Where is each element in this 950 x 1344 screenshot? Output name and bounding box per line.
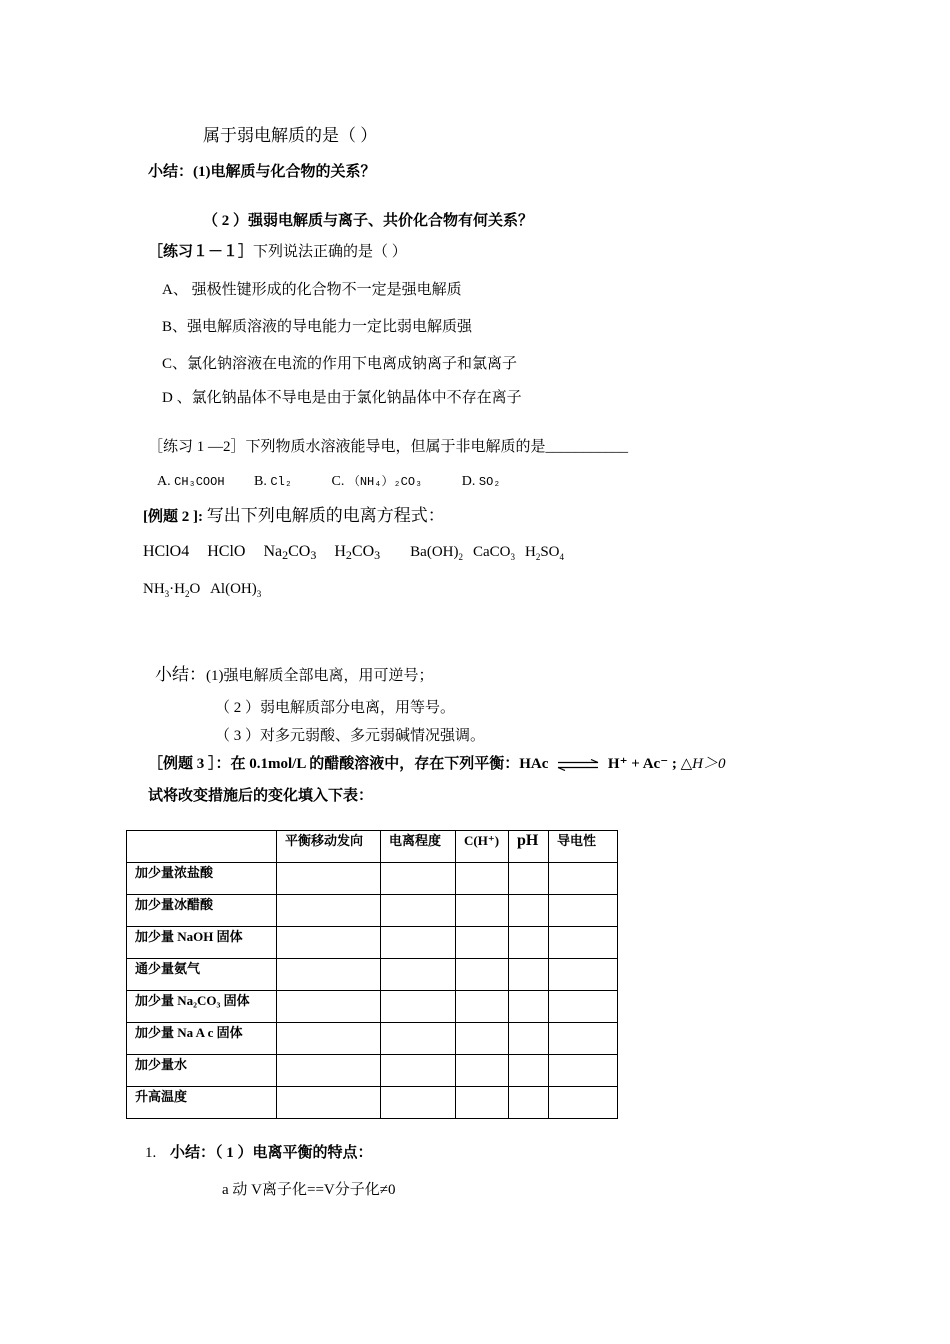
table-row bbox=[127, 1087, 618, 1119]
table-cell bbox=[277, 1087, 381, 1119]
table-row bbox=[127, 1023, 618, 1055]
example-2-formulas-row-1 bbox=[143, 542, 564, 562]
example-3-products: H⁺ + Ac⁻ ; bbox=[607, 756, 677, 772]
table-cell bbox=[456, 927, 509, 959]
row-label: 通少量氨气 bbox=[127, 959, 277, 991]
example-2-label: [例题 2 ]: bbox=[143, 509, 203, 525]
summary-b-label: 小结： bbox=[155, 665, 206, 684]
table-cell bbox=[549, 927, 618, 959]
table-cell bbox=[381, 1023, 456, 1055]
practice-1-option-c: C、氯化钠溶液在电流的作用下电离成钠离子和氯离子 bbox=[162, 356, 518, 372]
table-cell bbox=[277, 991, 381, 1023]
practice-2-opt-a-value: CH₃COOH bbox=[174, 475, 225, 489]
summary-b-line-2: （ 2 ）弱电解质部分电离，用等号。 bbox=[215, 700, 456, 716]
practice-2-question: ［练习 1 —2］下列物质水溶液能导电，但属于非电解质的是___________ bbox=[148, 439, 629, 455]
table-cell bbox=[549, 895, 618, 927]
table-cell bbox=[549, 1055, 618, 1087]
table-row bbox=[127, 959, 618, 991]
table-cell bbox=[381, 863, 456, 895]
equilibrium-table bbox=[126, 830, 618, 1119]
row-label: 升高温度 bbox=[127, 1087, 277, 1119]
summary-c-number: 1. bbox=[145, 1145, 157, 1161]
table-cell bbox=[381, 895, 456, 927]
table-cell bbox=[277, 895, 381, 927]
row-label: 加少量浓盐酸 bbox=[127, 863, 277, 895]
formula-hclo4: HClO4 bbox=[143, 543, 190, 560]
table-cell bbox=[549, 1087, 618, 1119]
example-3-delta-h: △H＞0 bbox=[680, 756, 726, 772]
table-header-row bbox=[127, 831, 618, 863]
formula-caco3: CaCO$_3$ bbox=[472, 544, 515, 562]
intro-question-line: 属于弱电解质的是（ ） bbox=[203, 126, 378, 145]
example-3-line-2: 试将改变措施后的变化填入下表： bbox=[148, 788, 374, 804]
table-cell bbox=[456, 863, 509, 895]
table-cell bbox=[456, 1023, 509, 1055]
practice-2-options bbox=[157, 472, 501, 492]
practice-2-opt-d-value: SO₂ bbox=[478, 475, 501, 489]
table-header-cell: 导电性 bbox=[549, 831, 618, 863]
table-row bbox=[127, 895, 618, 927]
row-label: 加少量 Na₂CO₃ 固体 bbox=[127, 991, 277, 1023]
table-row bbox=[127, 927, 618, 959]
table-cell bbox=[456, 959, 509, 991]
table-cell bbox=[277, 863, 381, 895]
row-label: 加少量 NaOH 固体 bbox=[127, 927, 277, 959]
table-header-cell: pH bbox=[509, 831, 549, 863]
table-row bbox=[127, 991, 618, 1023]
table-cell bbox=[549, 959, 618, 991]
practice-1-title: ［练习１－１］ bbox=[148, 244, 254, 260]
table-cell bbox=[277, 1023, 381, 1055]
table-cell bbox=[509, 1023, 549, 1055]
practice-1-question: 下列说法正确的是（ ） bbox=[253, 244, 407, 260]
table-cell bbox=[509, 927, 549, 959]
table-header-cell: C(H⁺) bbox=[456, 831, 509, 863]
example-3-line-1 bbox=[148, 754, 726, 774]
practice-1-option-d: D 、氯化钠晶体不导电是由于氯化钠晶体中不存在离子 bbox=[162, 390, 522, 406]
formula-h2so4: $H_2SO_4$ bbox=[524, 544, 565, 562]
table-cell bbox=[509, 991, 549, 1023]
example-2-text: 写出下列电解质的电离方程式： bbox=[206, 506, 445, 525]
formula-na2co3: $Na_2CO_3$ bbox=[263, 543, 317, 562]
summary-heading-1: 小结：(1)电解质与化合物的关系？ bbox=[148, 164, 376, 180]
practice-1-option-b: B、强电解质溶液的导电能力一定比弱电解质强 bbox=[162, 319, 473, 335]
practice-2-opt-a-label: A. bbox=[157, 474, 171, 489]
formula-nh3h2o: $NH_3\cdot H_2O$ bbox=[143, 581, 201, 599]
table-cell bbox=[456, 991, 509, 1023]
row-label: 加少量冰醋酸 bbox=[127, 895, 277, 927]
table-cell bbox=[277, 959, 381, 991]
row-label: 加少量 Na A c 固体 bbox=[127, 1023, 277, 1055]
summary-c-label: 小结：（ 1 ）电离平衡的特点： bbox=[170, 1145, 373, 1161]
table-cell bbox=[509, 1087, 549, 1119]
table-cell bbox=[381, 1087, 456, 1119]
summary-heading-2: （ 2 ）强弱电解质与离子、共价化合物有何关系？ bbox=[203, 213, 534, 229]
formula-baoh2: $Ba(OH)_2$ bbox=[410, 544, 463, 562]
practice-1-option-a: A、 强极性键形成的化合物不一定是强电解质 bbox=[162, 282, 462, 298]
summary-b-line-1: (1)强电解质全部电离，用可逆号； bbox=[206, 668, 434, 684]
row-label: 加少量水 bbox=[127, 1055, 277, 1087]
formula-hclo: HClO bbox=[207, 543, 246, 560]
formula-h2co3: $H_2CO_3$ bbox=[334, 543, 381, 562]
practice-2-opt-d-label: D. bbox=[461, 474, 476, 489]
table-cell bbox=[509, 959, 549, 991]
table-cell bbox=[509, 863, 549, 895]
table-cell bbox=[456, 1087, 509, 1119]
table-cell bbox=[381, 991, 456, 1023]
table-cell bbox=[549, 863, 618, 895]
table-row bbox=[127, 1055, 618, 1087]
practice-2-opt-b-label: B. bbox=[254, 474, 267, 489]
example-3-lead: ［例题 3 ］：在 0.1mol/L 的醋酸溶液中，存在下列平衡：HAc bbox=[148, 756, 549, 772]
practice-2-opt-c-label: C. bbox=[331, 474, 345, 489]
table-row bbox=[127, 863, 618, 895]
table-cell bbox=[549, 991, 618, 1023]
summary-c-feature-a: a 动 V离子化==V分子化≠0 bbox=[222, 1182, 396, 1198]
table-cell bbox=[381, 959, 456, 991]
table-cell bbox=[549, 1023, 618, 1055]
table-cell bbox=[456, 1055, 509, 1087]
summary-b-line-3: （ 3 ）对多元弱酸、多元弱碱情况强调。 bbox=[215, 728, 486, 744]
table-cell bbox=[509, 895, 549, 927]
table-cell bbox=[456, 895, 509, 927]
formula-aloh3: $Al(OH)_3$ bbox=[210, 581, 262, 599]
table-cell bbox=[381, 927, 456, 959]
table-header-cell bbox=[127, 831, 277, 863]
table-cell bbox=[509, 1055, 549, 1087]
table-header-cell: 电离程度 bbox=[381, 831, 456, 863]
table-cell bbox=[381, 1055, 456, 1087]
table-header-cell: 平衡移动发向 bbox=[277, 831, 381, 863]
table-cell bbox=[277, 927, 381, 959]
practice-2-opt-c-value: （NH₄）₂CO₃ bbox=[347, 475, 423, 489]
table-cell bbox=[277, 1055, 381, 1087]
reversible-arrow-icon bbox=[556, 759, 600, 771]
practice-2-opt-b-value: Cl₂ bbox=[270, 475, 292, 489]
example-2-formulas-row-2 bbox=[143, 579, 261, 599]
